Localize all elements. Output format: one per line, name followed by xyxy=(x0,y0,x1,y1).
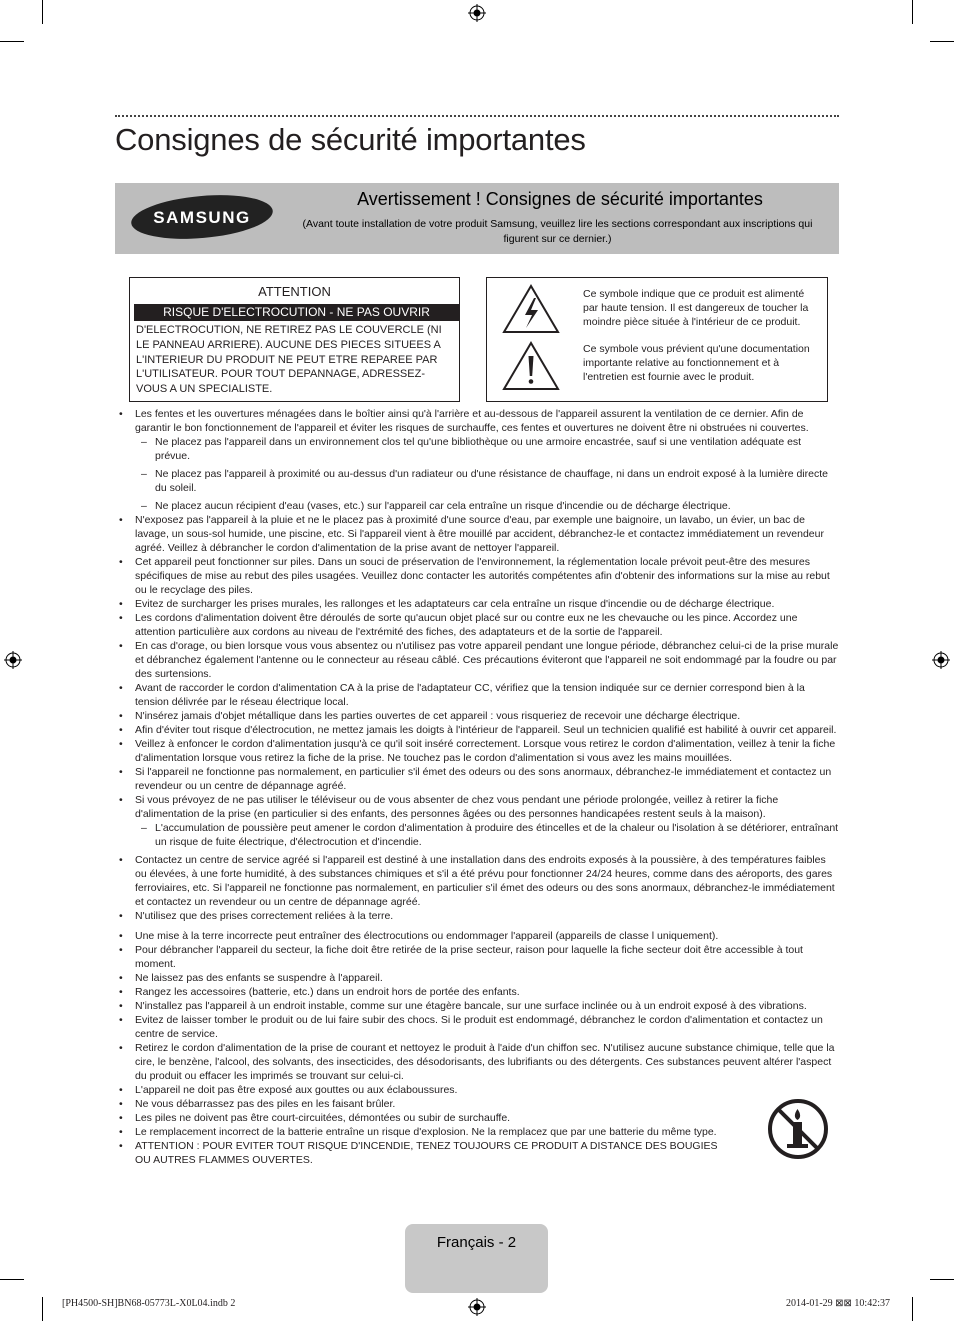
no-candle-icon xyxy=(767,1098,829,1160)
title-rule xyxy=(115,115,839,117)
sub-list-item: – Ne placez pas l'appareil dans un environnement clos tel qu'une bibliothèque ou une armoire encastrée, sauf si une ventilation adéquate est prévue. xyxy=(135,435,839,463)
sub-list xyxy=(135,435,839,513)
list-item: • Cet appareil peut fonctionner sur piles. Dans un souci de préservation de l'environnement, la réglementation locale prévoit peut-être des mesures spécifiques de mise au rebut des piles usagées. Veuillez donc contacter les autorités compétentes afin d'obtenir des informations sur la mise au rebut ou le recyclage des piles. xyxy=(115,555,839,597)
sub-list-item: – Ne placez aucun récipient d'eau (vases, etc.) sur l'appareil car cela entraîne un risque d'incendie ou de décharge électrique. xyxy=(135,499,839,513)
list-item: • Ne laissez pas des enfants se suspendre à l'appareil. xyxy=(115,971,839,985)
attention-body: D'ELECTROCUTION, NE RETIREZ PAS LE COUVERCLE (NI LE PANNEAU ARRIERE). AUCUNE DES PIECES SITUEES A L'INTERIEUR DU PRODUIT NE PEUT ETRE REPAREE PAR L'UTILISATEUR. POUR TOUT DEPANNAGE, ADRESSEZ-VOUS A UN SPECIALISTE. xyxy=(136,324,442,396)
page-number-label: Français - 2 xyxy=(436,1234,517,1251)
list-item: • Si vous prévoyez de ne pas utiliser le téléviseur ou de vous absenter de chez vous pendant une période prolongée, veillez à retirer la fiche d'alimentation de la prise (en particulier si des enfants, des personnes âgées ou des personnes handicapées restent seuls à la maison). – L'accumulation de poussière peut amener le cordon d'alimentation à produire des étincelles et de la chaleur ou l'isolation à se détériorer, entraînant un risque de fuite électrique, d'électrocution et d'incendie. xyxy=(115,793,839,849)
crop-mark xyxy=(0,41,24,42)
page-title: Consignes de sécurité importantes xyxy=(115,122,586,157)
symbols-box xyxy=(486,277,828,402)
crop-mark xyxy=(912,1297,913,1321)
list-item: • N'insérez jamais d'objet métallique dans les parties ouvertes de cet appareil : vous risqueriez de recevoir une décharge électrique. xyxy=(115,709,839,723)
documentation-text: Ce symbole vous prévient qu'une documentation importante relative au fonctionnement et à l'entretien est fournie avec le produit. xyxy=(583,343,810,383)
samsung-logo xyxy=(130,193,274,241)
crop-mark xyxy=(930,41,954,42)
list-item: • Rangez les accessoires (batterie, etc.) dans un endroit hors de portée des enfants. xyxy=(115,985,839,999)
crop-mark xyxy=(912,0,913,24)
registration-mark-icon xyxy=(4,651,22,669)
list-item: • Retirez le cordon d'alimentation de la prise de courant et nettoyez le produit à l'aide d'un chiffon sec. N'utilisez aucune substance chimique, telle que la cire, le benzène, l'alcool, des solvants, des insecticides, des désodorisants, des lubrifiants ou des détergents. Ces substances peuvent altérer l'aspect du produit ou effacer les imprimés se trouvant sur celui-ci. xyxy=(115,1041,839,1083)
page-number-tab xyxy=(405,1224,548,1293)
list-item: • Afin d'éviter tout risque d'électrocution, ne mettez jamais les doigts à l'intérieur de l'appareil. Seul un technicien qualifié est habilité à ouvrir cet appareil. xyxy=(115,723,839,737)
list-item: • Si l'appareil ne fonctionne pas normalement, en particulier s'il émet des odeurs ou des sons anormaux, débranchez-le immédiatement et contactez un revendeur ou un centre de dépannage agréé. xyxy=(115,765,839,793)
safety-list xyxy=(115,407,839,1167)
list-item: • Avant de raccorder le cordon d'alimentation CA à la prise de l'adaptateur CC, vérifiez que la tension indiquée sur ce dernier correspond bien à la tension délivrée par le réseau électrique local. xyxy=(115,681,839,709)
list-item: • Ne vous débarrassez pas des piles en les faisant brûler. xyxy=(115,1097,839,1111)
list-item: • Les piles ne doivent pas être court-circuitées, démontées ou subir de surchauffe. xyxy=(115,1111,839,1125)
sub-list-item: – L'accumulation de poussière peut amener le cordon d'alimentation à produire des étincelles et de la chaleur ou l'isolation à se détériorer, entraînant un risque de fuite électrique, d'électrocution et d'incendie. xyxy=(135,821,839,849)
list-item: • ATTENTION : POUR EVITER TOUT RISQUE D'INCENDIE, TENEZ TOUJOURS CE PRODUIT A DISTANCE DES BOUGIES OU AUTRES FLAMMES OUVERTES. xyxy=(115,1139,735,1167)
list-item: • Veillez à enfoncer le cordon d'alimentation jusqu'à ce qu'il soit inséré correctement. Lorsque vous retirez le cordon d'alimentation, veillez à tenir la fiche d'alimentation lorsque vous retirez la fiche de la prise. Ne touchez pas le cordon d'alimentation si vous avez les mains mouillées. xyxy=(115,737,839,765)
list-item: • Le remplacement incorrect de la batterie entraîne un risque d'explosion. Ne la remplacez que par une batterie du même type. xyxy=(115,1125,735,1139)
list-item: • Les cordons d'alimentation doivent être déroulés de sorte qu'aucun objet placé sur ou contre eux ne les chevauche ou les pince. Accordez une attention particulière aux cordons au niveau de l'extrémité des fiches, des adaptateurs et de la sortie de l'appareil. xyxy=(115,611,839,639)
list-item: • Contactez un centre de service agréé si l'appareil est destiné à une installation dans des endroits exposés à la poussière, à des températures faibles ou élevées, à une forte humidité, à des substances chimiques et s'il a été prévu pour fonctionner 24/24 heures, comme dans des aéroports, des gares ferroviaires, etc. Si l'appareil ne fonctionne pas normalement, en particulier s'il émet des odeurs ou des sons anormaux, débranchez-le immédiatement et contactez un revendeur ou un centre de dépannage agréé. xyxy=(115,853,839,909)
exclamation-warning-icon xyxy=(501,340,561,392)
crop-mark xyxy=(42,1297,43,1321)
crop-mark xyxy=(42,0,43,24)
list-item: • Les fentes et les ouvertures ménagées dans le boîtier ainsi qu'à l'arrière et au-dessous de l'appareil assurent la ventilation de ce dernier. Afin de garantir le bon fonctionnement de l'appareil et éviter les risques de surchauffe, ces fentes et ouvertures ne doivent être ni obstruées ni couvertes. – Ne placez pas l'appareil dans un environnement clos tel qu'une bibliothèque ou une armoire encastrée, sauf si une ventilation adéquate est prévue. – Ne placez pas l'appareil à proximité ou au-dessus d'un radiateur ou d'une résistance de chauffage, ni dans un endroit exposé à la lumière directe du soleil. – Ne placez aucun récipient d'eau (vases, etc.) sur l'appareil car cela entraîne un risque d'incendie ou de décharge électrique. xyxy=(115,407,839,513)
banner-subtitle: (Avant toute installation de votre produit Samsung, veuillez lire les sections correspondant aux inscriptions qui figurent sur ce dernier.) xyxy=(302,218,813,245)
sub-list xyxy=(135,821,839,849)
list-item: • Une mise à la terre incorrecte peut entraîner des électrocutions ou endommager l'appareil (appareils de classe l uniquement). xyxy=(115,929,839,943)
registration-mark-icon xyxy=(932,651,950,669)
footer-timestamp: 2014-01-29 ⊠⊠ 10:42:37 xyxy=(786,1298,890,1309)
list-item: • En cas d'orage, ou bien lorsque vous vous absentez ou n'utilisez pas votre appareil pendant une longue période, débranchez celui-ci de la prise murale et débranchez également l'antenne ou le connecteur au réseau câblé. Ces précautions éviteront que l'appareil ne soit endommagé par la foudre ou par des surtensions. xyxy=(115,639,839,681)
warning-banner xyxy=(115,183,839,254)
registration-mark-icon xyxy=(468,1298,486,1316)
samsung-logo-text: SAMSUNG xyxy=(153,208,251,227)
crop-mark xyxy=(0,1279,24,1280)
banner-title: Avertissement ! Consignes de sécurité importantes xyxy=(357,189,763,209)
list-item: • N'installez pas l'appareil à un endroit instable, comme sur une étagère bancale, sur une surface inclinée ou à un endroit exposé à des vibrations. xyxy=(115,999,839,1013)
list-item: • N'exposez pas l'appareil à la pluie et ne le placez pas à proximité d'une source d'eau, par exemple une baignoire, un lavabo, un évier, un bac de lavage, un sous-sol humide, une piscine, etc. Si l'appareil vient à être mouillé par accident, débranchez-le et contactez immédiatement un revendeur agréé. Veillez à débrancher le cordon d'alimentation de la prise avant de nettoyer l'appareil. xyxy=(115,513,839,555)
attention-heading: ATTENTION xyxy=(258,284,331,299)
high-voltage-text: Ce symbole indique que ce produit est alimenté par haute tension. Il est dangereux de toucher la moindre pièce située à l'intérieur de ce produit. xyxy=(583,288,809,328)
crop-mark xyxy=(930,1279,954,1280)
list-item: • Evitez de surcharger les prises murales, les rallonges et les adaptateurs car cela entraîne un risque d'incendie ou de décharge électrique. xyxy=(115,597,839,611)
list-item: • Evitez de laisser tomber le produit ou de lui faire subir des chocs. Si le produit est endommagé, débranchez le cordon d'alimentation et contactez un centre de service. xyxy=(115,1013,839,1041)
list-item: • Pour débrancher l'appareil du secteur, la fiche doit être retirée de la prise secteur, raison pour laquelle la fiche secteur doit être accessible à tout moment. xyxy=(115,943,839,971)
list-item: • L'appareil ne doit pas être exposé aux gouttes ou aux éclaboussures. xyxy=(115,1083,839,1097)
registration-mark-icon xyxy=(468,4,486,22)
footer-file-info: [PH4500-SH]BN68-05773L-X0L04.indb 2 xyxy=(62,1298,236,1309)
high-voltage-icon xyxy=(501,283,561,335)
list-item: • N'utilisez que des prises correctement reliées à la terre. xyxy=(115,909,839,923)
sub-list-item: – Ne placez pas l'appareil à proximité ou au-dessus d'un radiateur ou d'une résistance de chauffage, ni dans un endroit exposé à la lumière directe du soleil. xyxy=(135,467,839,495)
attention-bar: RISQUE D'ELECTROCUTION - NE PAS OUVRIR xyxy=(134,304,459,321)
attention-box xyxy=(129,277,460,402)
